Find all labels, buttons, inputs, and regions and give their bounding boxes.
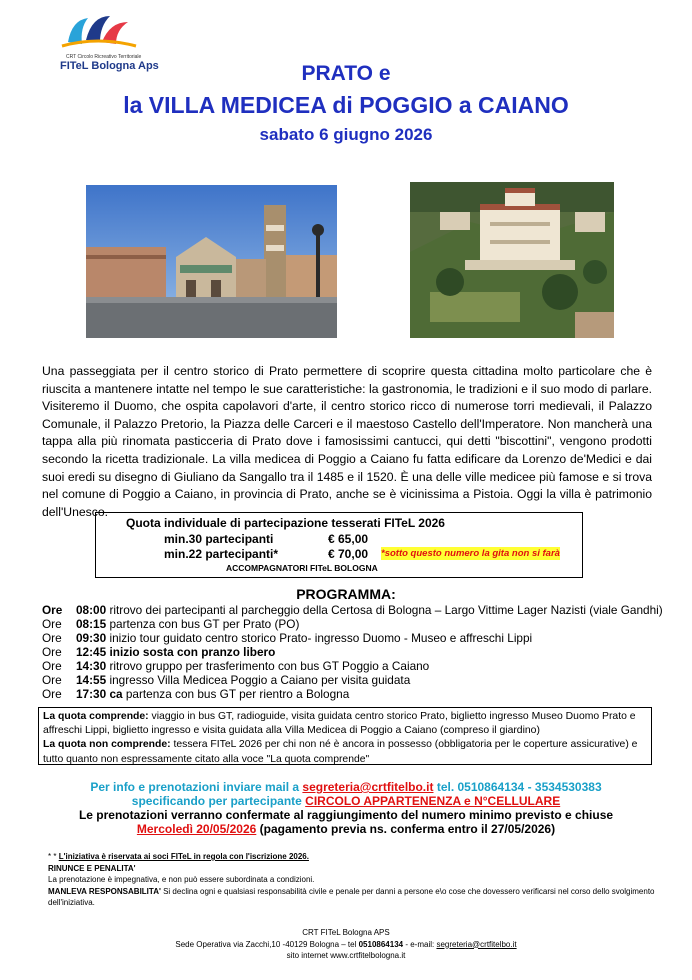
info-line-1 [0,780,692,794]
villa-medicea-photo [410,182,614,338]
rinunce-text: La prenotazione è impegnativa, e non può essere subordinata a condizioni. [48,875,315,884]
logo-small-text: CRT Circolo Ricreativo Territoriale [66,54,142,60]
programma-time: 14:55 [76,673,107,687]
comprende-text: viaggio in bus GT, radioguide, visita guidata centro storico Prato, biglietto ingresso Museo Duomo Prato e affreschi Lippi, biglietto ingresso e visita guidata alla Villa Medicea di Poggio a Caiano (compreso il giardino) [43,711,636,737]
event-date: sabato 6 giugno 2026 [259,125,433,144]
footer-tel: 0510864134 [358,939,404,949]
programma-text: partenza con bus GT per rientro a Bologna [122,687,350,701]
footer-org: CRT FITeL Bologna APS [302,928,390,937]
info-line-2 [0,794,692,808]
programma-time: 08:15 [76,617,107,631]
logo-brand: FITeL Bologna Aps [60,60,159,72]
programma-ore: Ore [42,603,63,617]
footer-website[interactable]: sito internet www.crtfitelbologna.it [286,951,406,960]
programma-time: 08:00 [76,603,107,617]
quota-row2-label: min.22 partecipanti* [164,547,279,561]
programma-time: 14:30 [76,659,107,673]
quota-accompagnatori: ACCOMPAGNATORI FITeL BOLOGNA [226,563,378,573]
info-line-4 [0,822,692,836]
quota-title: Quota individuale di partecipazione tesserati FITeL 2026 [126,516,445,530]
programma-row [42,631,532,645]
footnote-iniziativa: L'iniziativa è riservata ai soci FITeL in regola con l'iscrizione 2026. [58,852,309,861]
quota-row2-price: € 70,00 [328,547,369,561]
info-payment: (pagamento previa ns. conferma entro il 27/05/2026) [256,822,556,836]
info-deadline: Mercoledì 20/05/2026 [136,822,257,836]
quota-comprende-box [38,707,652,765]
programma-text: inizio tour guidato centro storico Prato- ingresso Duomo - Museo e affreschi Lippi [106,631,533,645]
manleva-text: Si declina ogni e qualsiasi responsabilità civile e penale per danni a persone e\o cose che dovessero verificarsi nel corso dello svolgimento dell'iniziativa. [48,886,655,907]
quota-minimum-note: *sotto questo numero la gita non si farà [381,548,560,559]
programma-text: partenza con bus GT per Prato (PO) [106,617,300,631]
programma-time: 17:30 ca [76,687,123,701]
prato-duomo-photo [86,185,337,338]
footer-email-label: - e-mail: [403,939,437,949]
quota-row1-price: € 65,00 [328,532,369,546]
programma-ore: Ore [42,617,62,631]
programma-time: 09:30 [76,631,107,645]
info-line-3: Le prenotazioni verranno confermate al raggiungimento del numero minimo previsto e chiuse [78,808,614,822]
title-line-1: PRATO e [301,62,391,85]
info-text: Per info e prenotazioni inviare mail a [90,780,303,794]
programma-ore: Ore [42,659,62,673]
programma-row [42,687,349,701]
footnote-star: * * [48,852,57,861]
info-specificando: specificando per partecipante [131,794,306,808]
logo-mark-icon [58,12,138,54]
info-circolo: CIRCOLO APPARTENENZA e N°CELLULARE [305,794,561,808]
rinunce-title: RINUNCE E PENALITA' [48,863,136,873]
title-line-2: la VILLA MEDICEA di POGGIO a CAIANO [123,92,569,118]
programma-row [42,659,429,673]
programma-ore: Ore [42,645,62,659]
quota-row1-label: min.30 partecipanti [164,532,274,546]
footer-sede: Sede Operativa via Zacchi,10 -40129 Bologna – tel [175,939,359,949]
non-comprende-label: La quota non comprende: [43,739,171,751]
footer-address [0,927,692,962]
programma-row [42,645,275,659]
programma-text: ingresso Villa Medicea Poggio a Caiano per visita guidata [106,673,411,687]
info-phone: tel. 0510864134 - 3534530383 [433,780,602,794]
programma-ore: Ore [42,631,62,645]
footnotes [48,851,658,909]
email-link[interactable]: segreteria@crtfitelbo.it [302,780,434,794]
programma-row [42,673,410,687]
quota-box [95,512,583,578]
comprende-label: La quota comprende: [43,711,149,722]
programma-text: inizio sosta con pranzo libero [106,645,276,659]
programma-ore: Ore [42,673,62,687]
programma-time: 12:45 [76,645,107,659]
event-description: Una passeggiata per il centro storico di Prato permettere di scoprire questa cittadina molto particolare che è riuscita a mantenere intatte nel tempo le sue caratteristiche: la gastronomia, le tradizioni e il suo modo di parlare. Visiteremo il Duomo, che ospita capolavori d'arte, il centro storico ricco di numerose torri medievali, il Palazzo Comunale, il Palazzo Pretorio, la Piazza delle Carceri e il maestoso Castello dell'Imperatore. Non mancherà una tappa alla più rinomata pasticceria di Prato dove i famosissimi cantucci, qui detti "biscottini", vengono prodotti secondo la ricetta tradizionale. La villa medicea di Poggio a Caiano fu fatta edificare da Lorenzo de'Medici e dai suoi eredi su disegno di Giuliano da Sangallo tra il 1485 e il 1520. È una delle ville medicee più famose e si trova nel comune di Poggio a Caiano, in provincia di Prato, anche se è vicinissima a Pistoia. Oggi la villa è patrimonio dell'Unesco. [42,364,652,519]
footer-email-link[interactable]: segreteria@crtfitelbo.it [436,939,517,949]
programma-title: PROGRAMMA: [296,586,396,602]
programma-row [42,603,663,617]
programma-row [42,617,299,631]
manleva-title: MANLEVA RESPONSABILITA' [48,886,161,896]
programma-ore: Ore [42,687,62,701]
non-comprende-text: tessera FITeL 2026 per chi non né è ancora in possesso (obbligatoria per le coperture assicurative) e tutto quanto non espressamente citato alla voce "La quota comprende" [43,739,638,765]
programma-text: ritrovo dei partecipanti al parcheggio della Certosa di Bologna – Largo Vittime Lager Nazisti (viale Gandhi) [106,603,663,617]
programma-text: ritrovo gruppo per trasferimento con bus GT Poggio a Caiano [106,659,430,673]
